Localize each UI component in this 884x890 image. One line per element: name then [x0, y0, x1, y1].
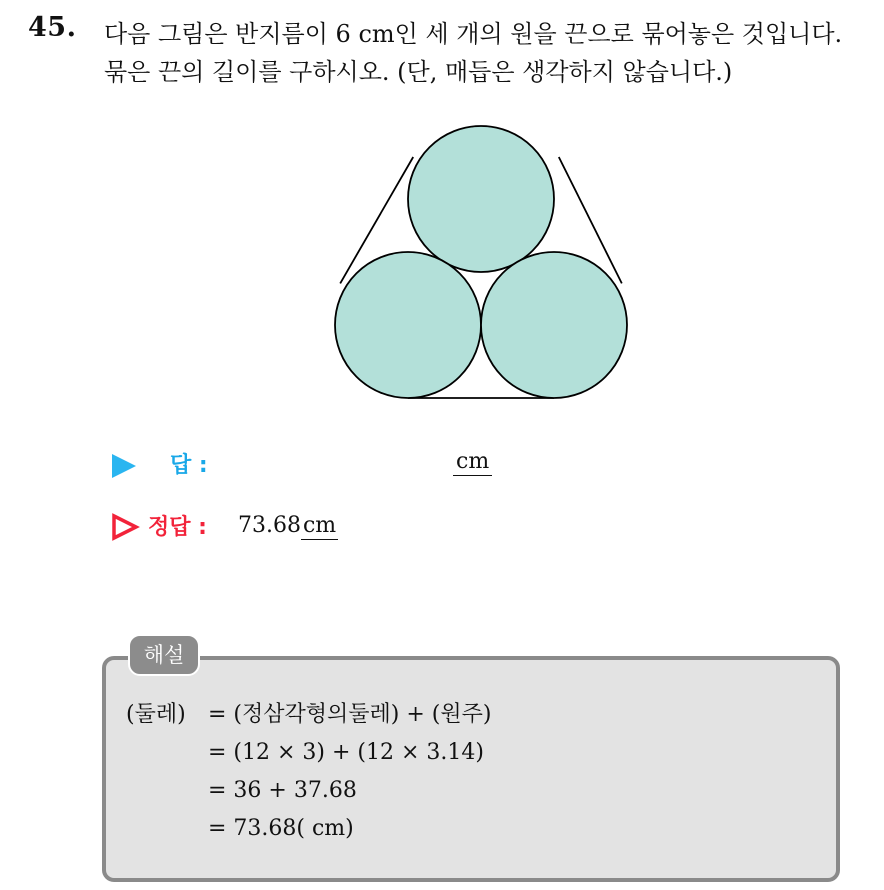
outline-triangle-icon	[110, 512, 140, 542]
solution-line-3: = 36 + 37.68	[208, 778, 357, 803]
correct-answer-value-group	[238, 514, 338, 538]
answer-row	[108, 446, 528, 486]
solution-lhs-perimeter: (둘레)	[126, 702, 186, 727]
circle-bottom-left	[335, 252, 481, 398]
circle-top	[408, 126, 554, 272]
solution-box	[102, 656, 840, 882]
three-circles-figure	[320, 112, 642, 412]
question-text-line-1: 다음 그림은 반지름이 6 cm인 세 개의 원을 끈으로 묶어놓은 것입니다.	[104, 20, 843, 48]
solution-line-1: = (정삼각형의둘레) + (원주)	[208, 702, 492, 727]
solution-tab: 해설	[128, 634, 200, 676]
circle-bottom-right	[481, 252, 627, 398]
correct-answer-row	[108, 508, 528, 548]
answer-label: 답 :	[170, 453, 208, 478]
correct-answer-label: 정답 :	[148, 515, 207, 540]
correct-answer-value: 73.68	[238, 513, 301, 538]
question-number: 45.	[28, 12, 77, 43]
solution-line-4: = 73.68( cm)	[208, 816, 354, 841]
correct-answer-unit: cm	[302, 513, 337, 538]
question-text-line-2: 묶은 끈의 길이를 구하시오. (단, 매듭은 생각하지 않습니다.)	[104, 58, 733, 86]
answer-input-blank[interactable]: cm	[453, 450, 492, 476]
solution-line-2: = (12 × 3) + (12 × 3.14)	[208, 740, 484, 765]
play-triangle-icon	[112, 454, 136, 478]
